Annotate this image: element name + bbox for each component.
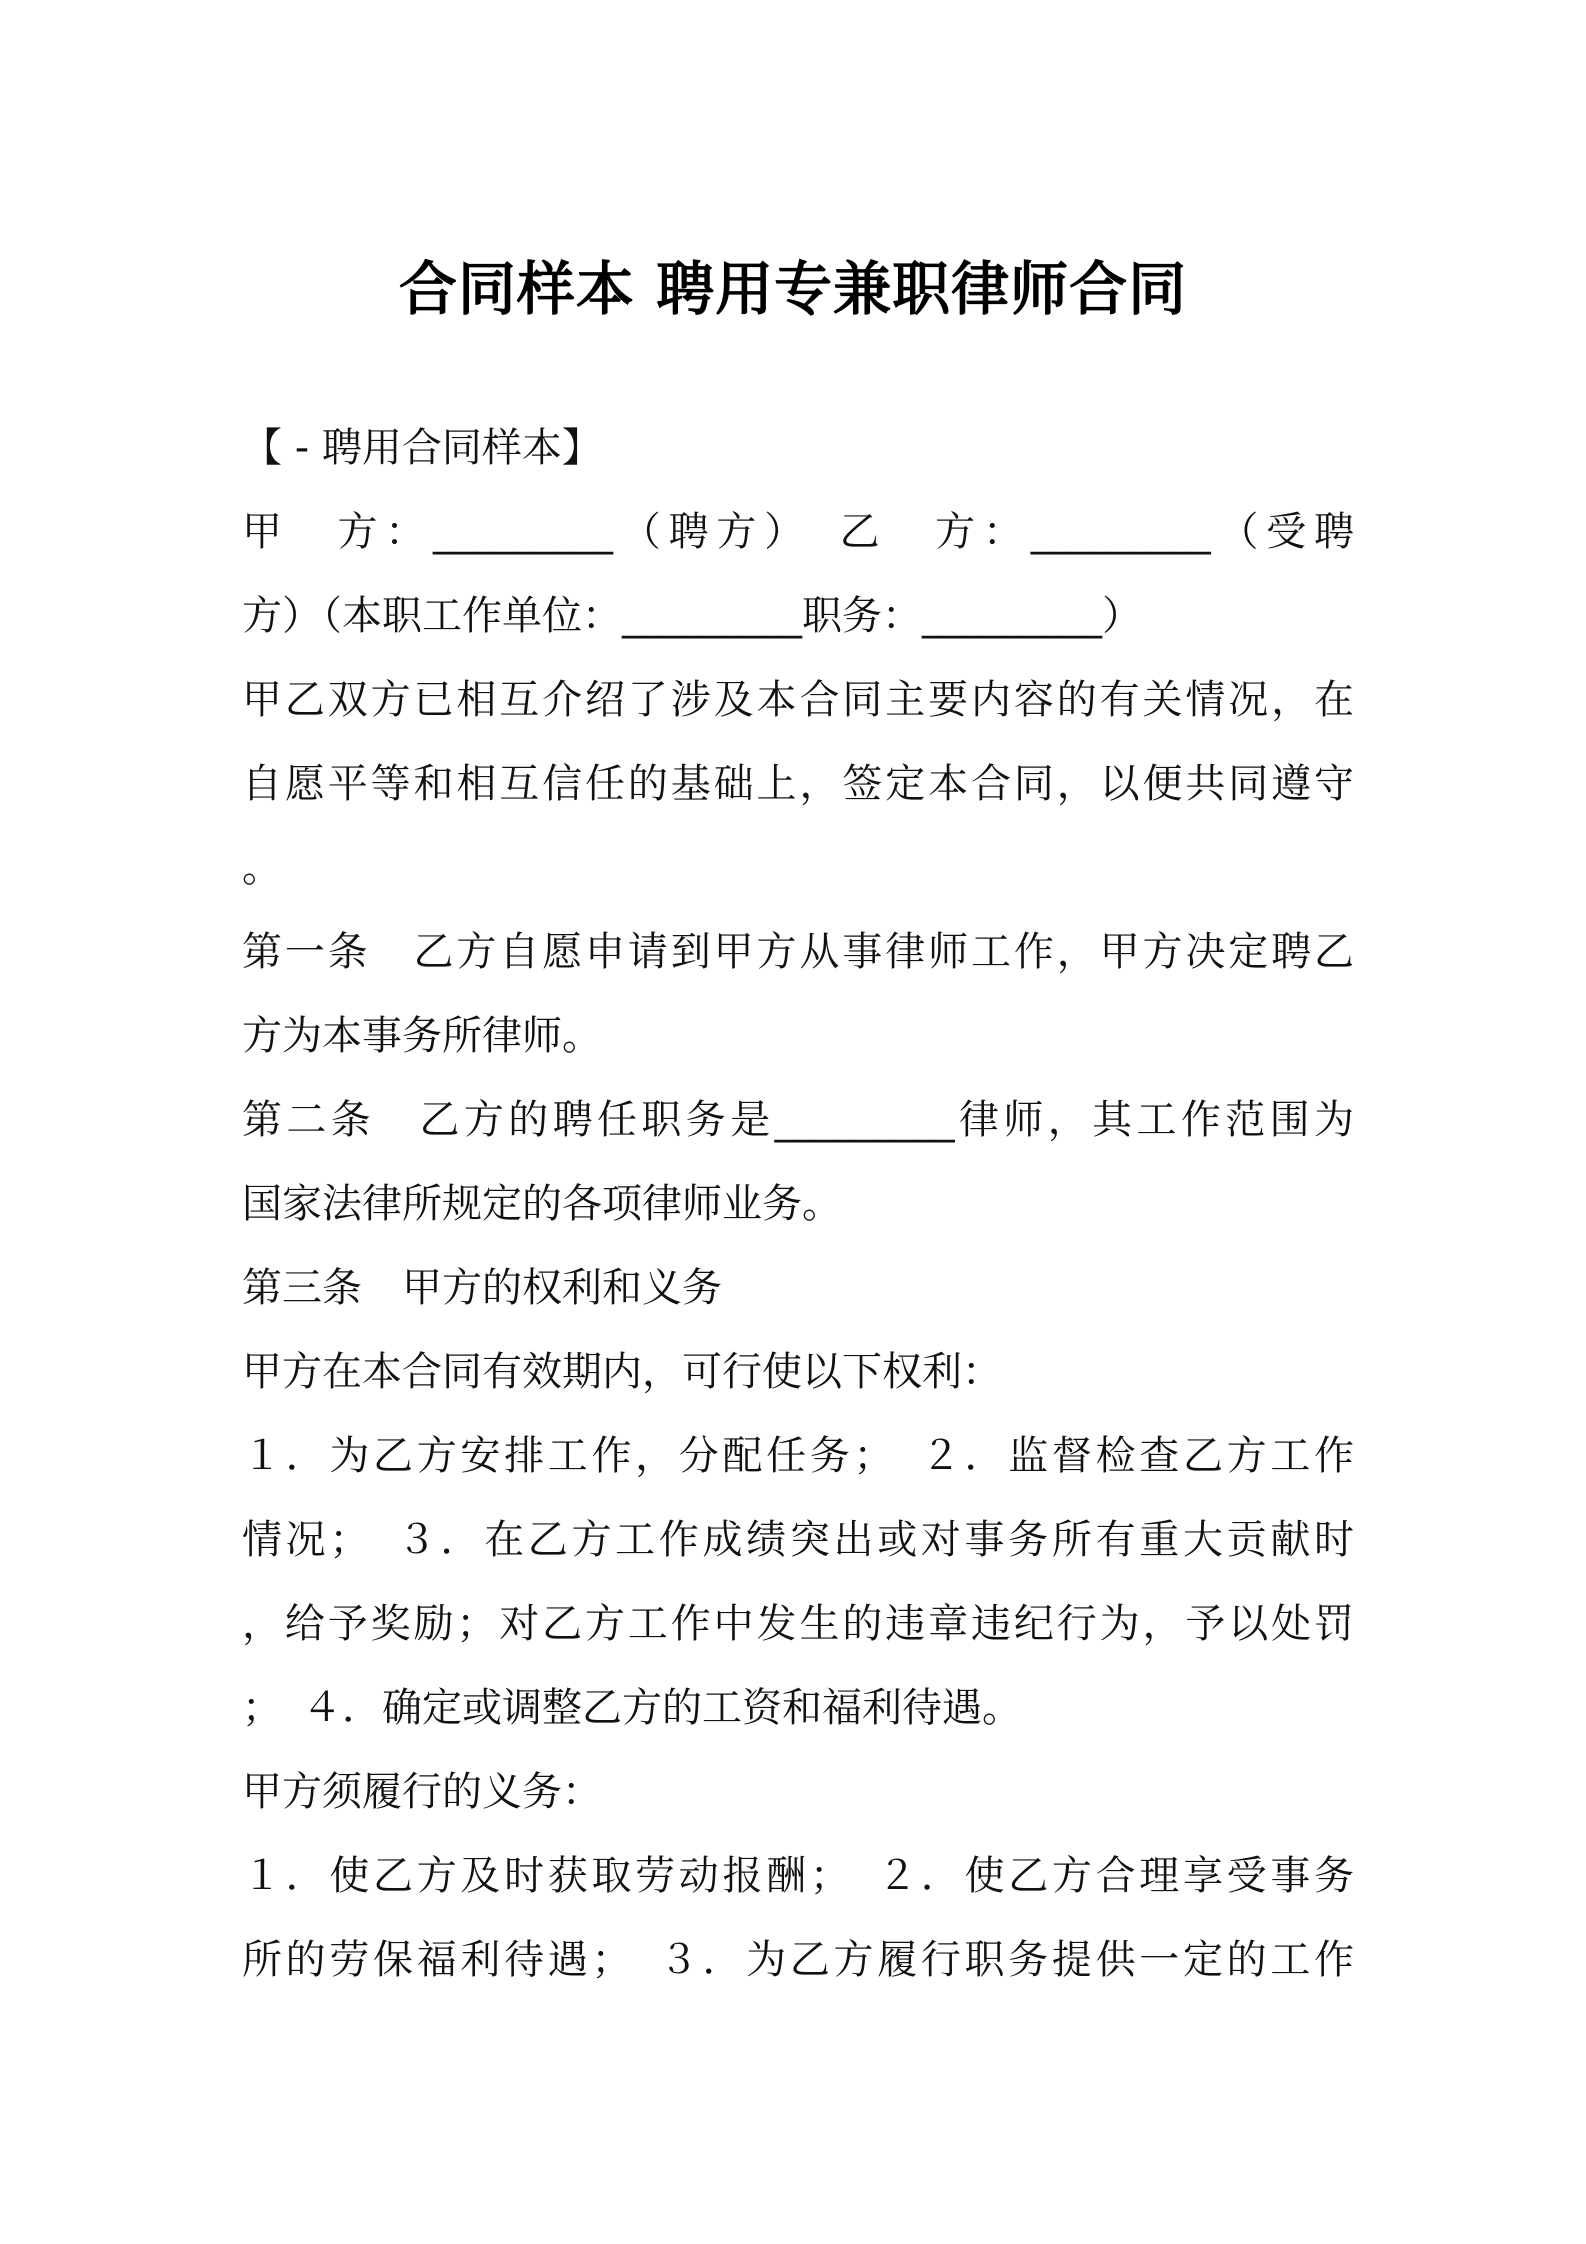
body-line-15: ，给予奖励；对乙方工作中发生的违章违纪行为，予以处罚: [242, 1601, 1354, 1647]
body-line-11: 第三条 甲方的权利和义务: [242, 1265, 722, 1311]
body-line-1: 【 - 聘用合同样本】: [242, 425, 602, 471]
body-line-4: 甲乙双方已相互介绍了涉及本合同主要内容的有关情况，在: [242, 677, 1354, 723]
body-line-17: 甲方须履行的义务：: [242, 1769, 602, 1815]
document-title: 合同样本 聘用专兼职律师合同: [398, 255, 1188, 323]
body-line-9: 第二条 乙方的聘任职务是_________律师，其工作范围为: [242, 1097, 1354, 1143]
body-line-8: 方为本事务所律师。: [242, 1013, 602, 1059]
body-line-3: 方）（本职工作单位：_________职务：_________）: [242, 593, 1142, 639]
body-line-19: 所的劳保福利待遇； ３．为乙方履行职务提供一定的工作: [242, 1937, 1354, 1983]
document-body: [242, 406, 1354, 2002]
body-line-18: １．使乙方及时获取劳动报酬； ２．使乙方合理享受事务: [242, 1853, 1354, 1899]
body-line-5: 自愿平等和相互信任的基础上，签定本合同，以便共同遵守: [242, 761, 1354, 807]
body-line-14: 情况； ３．在乙方工作成绩突出或对事务所有重大贡献时: [242, 1517, 1354, 1563]
body-line-2: 甲 方：_________（聘方） 乙 方：_________（受聘: [242, 509, 1354, 555]
body-line-12: 甲方在本合同有效期内，可行使以下权利：: [242, 1349, 1002, 1395]
body-line-10: 国家法律所规定的各项律师业务。: [242, 1181, 842, 1227]
body-line-13: １．为乙方安排工作，分配任务； ２．监督检查乙方工作: [242, 1433, 1354, 1479]
body-line-16: ； ４．确定或调整乙方的工资和福利待遇。: [242, 1685, 1022, 1731]
body-line-7: 第一条 乙方自愿申请到甲方从事律师工作，甲方决定聘乙: [242, 929, 1354, 975]
body-line-6: 。: [242, 845, 282, 891]
